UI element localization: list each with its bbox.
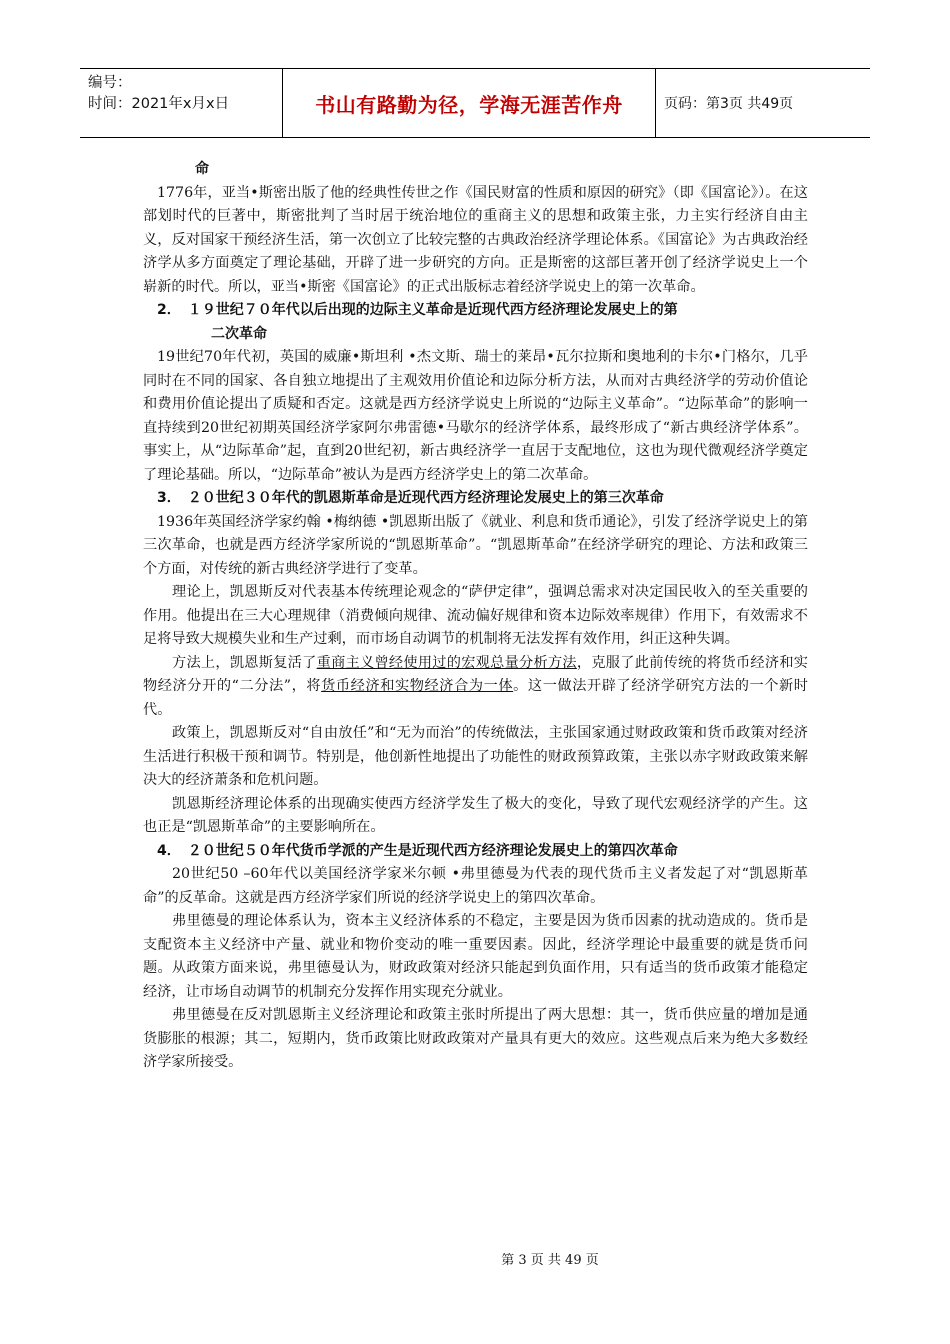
section-heading-2-line2: 二次革命 (211, 325, 267, 342)
paragraph-5-text-a: 方法上，凯恩斯复活了 (172, 654, 317, 671)
document-body (143, 158, 808, 1075)
header-number: 编号： (88, 75, 132, 91)
header-date: 时间：2021年x月x日 (88, 96, 230, 112)
section-heading-2-line1: 2． １９世纪７０年代以后出现的边际主义革命是近现代西方经济理论发展史上的第 (157, 302, 678, 318)
header-page-number: 页码：第3页 共49页 (664, 96, 794, 112)
paragraph-1: 1776年，亚当•斯密出版了他的经典性传世之作《国民财富的性质和原因的研究》（即《国富论》）。在这部划时代的巨著中，斯密批判了当时居于统治地位的重商主义的思想和政策主张，力主实行经济自由主义，反对国家干预经济生活，第一次创立了比较完整的古典政治经济学理论体系。《国富论》为古典政治经济学从多方面奠定了理论基础，开辟了进一步研究的方向。正是斯密的这部巨著开创了经济学说史上一个崭新的时代。所以，亚当•斯密《国富论》的正式出版标志着经济学说史上的第一次革命。 (143, 184, 808, 295)
paragraph-6: 政策上，凯恩斯反对“自由放任”和“无为而治”的传统做法，主张国家通过财政政策和货币政策对经济生活进行积极干预和调节。特别是，他创新性地提出了功能性的财政预算政策，主张以赤字财政政策来解决大的经济萧条和危机问题。 (143, 725, 808, 788)
section-heading-4: 4． ２０世纪５０年代货币学派的产生是近现代西方经济理论发展史上的第四次革命 (157, 842, 678, 859)
heading-continuation: 命 (195, 161, 209, 177)
page-footer: 第 3 页 共 49 页 (501, 1253, 599, 1268)
paragraph-4: 理论上，凯恩斯反对代表基本传统理论观念的“萨伊定律”，强调总需求对决定国民收入的至关重要的作用。他提出在三大心理规律（消费倾向规律、流动偏好规律和资本边际效率规律）作用下，有效需求不足将导致大规模失业和生产过剩，而市场自动调节的机制将无法发挥有效作用，纠正这种失调。 (143, 584, 808, 647)
paragraph-5-text-c: 。这一做法开辟了经济学研究方法的一个新时代。 (143, 678, 808, 718)
paragraph-5-underline-1: 重商主义曾经使用过的宏观总量分析方法 (316, 654, 577, 671)
paragraph-3: 1936年英国经济学家约翰 •梅纳德 •凯恩斯出版了《就业、利息和货币通论》，引发了经济学说史上的第三次革命，也就是西方经济学家所说的“凯恩斯革命”。“凯恩斯革命”在经济学研究的理论、方法和政策三个方面，对传统的新古典经济学进行了变革。 (143, 513, 808, 577)
paragraph-10: 弗里德曼在反对凯恩斯主义经济理论和政策主张时所提出了两大思想：其一，货币供应量的增加是通货膨胀的根源；其二，短期内，货币政策比财政政策对产量具有更大的效应。这些观点后来为绝大多数经济学家所接受。 (143, 1007, 808, 1070)
section-heading-2 (143, 299, 808, 346)
paragraph-5 (143, 652, 808, 723)
header-motto: 书山有路勤为径，学海无涯苦作舟 (282, 69, 656, 137)
page-header (80, 68, 870, 138)
paragraph-8: 20世纪50 –60年代以美国经济学家米尔顿 •弗里德曼为代表的现代货币主义者发起了对“凯恩斯革命”的反革命。这就是西方经济学家们所说的经济学说史上的第四次革命。 (143, 866, 808, 906)
paragraph-5-underline-2: 货币经济和实物经济合为一体 (321, 678, 514, 694)
paragraph-7: 凯恩斯经济理论体系的出现确实使西方经济学发生了极大的变化，导致了现代宏观经济学的产生。这也正是“凯恩斯革命”的主要影响所在。 (143, 795, 808, 835)
paragraph-5-text-b: ，克服了此前传统的将货币经济和实物经济分开的“二分法”，将 (143, 654, 808, 694)
paragraph-9: 弗里德曼的理论体系认为，资本主义经济体系的不稳定，主要是因为货币因素的扰动造成的。货币是支配资本主义经济中产量、就业和物价变动的唯一重要因素。因此，经济学理论中最重要的就是货币问题。从政策方面来说，弗里德曼认为，财政政策对经济只能起到负面作用，只有适当的货币政策才能稳定经济，让市场自动调节的机制充分发挥作用实现充分就业。 (143, 913, 808, 1000)
section-heading-3: 3． ２０世纪３０年代的凯恩斯革命是近现代西方经济理论发展史上的第三次革命 (157, 490, 664, 506)
paragraph-2: 19世纪70年代初，英国的威廉•斯坦利 •杰文斯、瑞士的莱昂•瓦尔拉斯和奥地利的卡尔•门格尔，几乎同时在不同的国家、各自独立地提出了主观效用价值论和边际分析方法，从而对古典经济学的劳动价值论和费用价值论提出了质疑和否定。这就是西方经济学说史上所说的“边际主义革命”。“边际革命”的影响一直持续到20世纪初期英国经济学家阿尔弗雷德•马歇尔的经济学体系，最终形成了“新古典经济学体系”。事实上，从“边际革命”起，直到20世纪初，新古典经济学一直居于支配地位，这也为现代微观经济学奠定了理论基础。所以，“边际革命”被认为是西方经济学史上的第二次革命。 (143, 349, 808, 483)
header-meta (80, 69, 282, 137)
